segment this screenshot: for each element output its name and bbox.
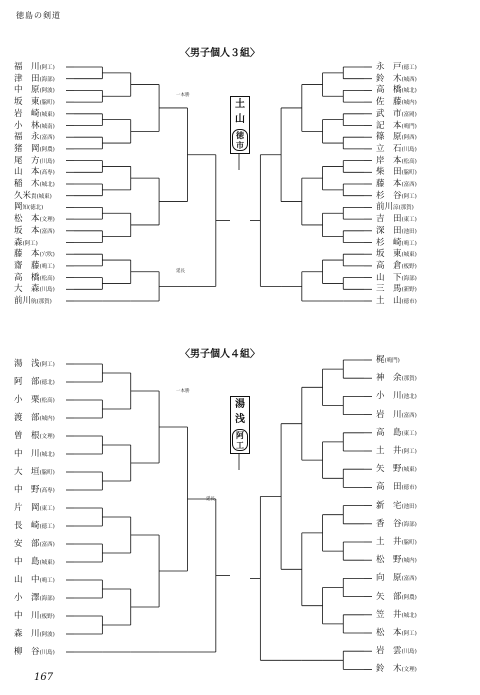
participant-r-6 <box>376 464 417 475</box>
participant-l-4 <box>14 431 55 442</box>
participant-l-12 <box>14 202 43 213</box>
participant-l-15 <box>14 629 55 640</box>
participant-l-17 <box>14 261 55 272</box>
participant-name: 岩 川 <box>376 409 402 420</box>
participant-school: (城北) <box>401 88 417 95</box>
participant-r-16 <box>376 646 417 657</box>
participant-school: (城南) <box>39 123 55 130</box>
participant-name: 中 原 <box>14 85 40 96</box>
participant-r-11 <box>376 191 417 202</box>
section3-champion-char1: 土 <box>235 99 245 110</box>
participant-name: 坂 本 <box>14 225 40 236</box>
participant-name: 三 馬 <box>376 284 402 295</box>
participant-school: (海部) <box>401 275 417 282</box>
participant-r-13 <box>376 214 417 225</box>
section4-champion-char1: 湯 <box>235 399 245 410</box>
section3-champion-box <box>230 96 250 154</box>
participant-name: 岸 本 <box>376 155 402 166</box>
participant-l-3 <box>14 413 55 424</box>
participant-name: 前川 <box>376 202 394 213</box>
ippon-note-4: 一本勝 <box>176 389 190 394</box>
participant-school: (城内) <box>401 558 417 565</box>
participant-school: (川島) <box>39 287 55 294</box>
participant-name: 齋 藤 <box>14 260 40 271</box>
participant-school: 貴(城東) <box>31 193 52 200</box>
participant-name: 山 本 <box>14 167 40 178</box>
participant-r-8 <box>376 501 417 512</box>
participant-school: 知(徳北) <box>22 205 44 212</box>
participant-r-17 <box>376 261 417 272</box>
participant-l-14 <box>14 611 55 622</box>
extension-note-3: 延長 <box>176 269 185 274</box>
participant-l-2 <box>14 395 55 406</box>
participant-school: (高専) <box>39 170 55 177</box>
participant-name: 中 川 <box>14 449 40 459</box>
participant-l-14 <box>14 226 55 237</box>
participant-school: (城内) <box>401 100 417 107</box>
participant-r-3 <box>376 410 417 421</box>
participant-name: 稲 木 <box>14 179 40 189</box>
extension-note-4: 延長 <box>206 497 215 502</box>
participant-name: 梶 <box>376 355 385 365</box>
participant-r-1 <box>376 74 417 85</box>
participant-name: 永 戸 <box>376 62 402 72</box>
participant-school: (文理) <box>39 217 55 224</box>
participant-r-15 <box>376 628 417 639</box>
participant-school: (川島) <box>39 650 55 656</box>
participant-name: 高 橋 <box>376 85 402 96</box>
participant-r-5 <box>376 446 417 457</box>
participant-name: 佐 藤 <box>376 97 402 108</box>
section4-champion-box <box>230 396 250 454</box>
participant-name: 記 本 <box>376 120 402 131</box>
participant-r-3 <box>376 97 417 108</box>
participant-r-16 <box>376 249 417 260</box>
participant-school: (海部) <box>39 596 55 602</box>
participant-school: (城北) <box>39 182 55 188</box>
participant-school: (板野) <box>401 263 417 270</box>
participant-school: (阿工) <box>401 449 417 455</box>
participant-name: 柴 田 <box>376 167 402 178</box>
participant-r-9 <box>376 519 417 530</box>
participant-school: (鳴工) <box>401 240 417 247</box>
participant-name: 松 本 <box>14 214 40 225</box>
participant-school: (富西) <box>401 182 417 188</box>
ippon-note-3: 一本勝 <box>176 93 190 98</box>
participant-l-13 <box>14 593 55 604</box>
participant-school: (池田) <box>401 228 417 235</box>
participant-name: 鈴 木 <box>376 73 402 84</box>
participant-name: 阿 部 <box>14 377 40 387</box>
page-number: 167 <box>34 672 54 683</box>
participant-name: 杉 崎 <box>376 237 402 248</box>
section3-title: 〈男子個人３組〉 <box>180 48 260 59</box>
participant-school: (徳市) <box>401 299 417 305</box>
participant-name: 柳 谷 <box>14 647 40 657</box>
participant-name: 笠 井 <box>376 609 402 620</box>
participant-r-5 <box>376 121 417 132</box>
participant-school: (川島) <box>39 158 55 165</box>
participant-name: 小 澤 <box>14 593 40 603</box>
participant-school: (鳴工) <box>39 578 55 584</box>
participant-r-6 <box>376 132 417 143</box>
participant-school: (徳市) <box>401 485 417 492</box>
participant-name: 武 市 <box>376 108 402 119</box>
participant-school: (鳴門) <box>384 358 400 364</box>
participant-school: (海部) <box>401 521 417 528</box>
participant-r-8 <box>376 156 417 167</box>
participant-school: (阿波) <box>39 632 55 638</box>
participant-name: 篠 原 <box>376 132 402 143</box>
participant-school: (川島) <box>401 649 417 656</box>
participant-name: 吉 田 <box>376 214 402 225</box>
participant-school: (富西) <box>39 135 55 142</box>
section4-champion-char2: 浅 <box>235 414 245 425</box>
participant-name: 尾 方 <box>14 155 40 166</box>
participant-l-0 <box>14 62 55 73</box>
participant-school: (城東) <box>39 560 55 566</box>
participant-name: 安 部 <box>14 539 40 549</box>
participant-name: 中 島 <box>14 557 40 567</box>
participant-l-10 <box>14 179 55 190</box>
section3-champion-school: 徳市 <box>232 129 248 151</box>
participant-r-1 <box>376 373 417 384</box>
participant-school: (徳工) <box>39 524 55 530</box>
participant-school: (東工) <box>401 217 417 224</box>
participant-school: (脇町) <box>401 170 417 177</box>
participant-l-5 <box>14 449 55 460</box>
participant-name: 中 野 <box>14 485 40 495</box>
section4-title: 〈男子個人４組〉 <box>180 349 260 360</box>
participant-school: (富西) <box>39 542 55 548</box>
participant-name: 山 中 <box>14 575 40 585</box>
participant-name: 高 倉 <box>376 260 402 271</box>
participant-name: 森 <box>14 237 23 248</box>
participant-school: (文理) <box>401 667 417 674</box>
participant-school: (阿工) <box>39 65 55 71</box>
participant-school: (川島) <box>401 146 417 153</box>
participant-name: 森 川 <box>14 629 40 639</box>
participant-name: 高 橋 <box>14 272 40 283</box>
participant-name: 立 石 <box>376 143 402 154</box>
participant-l-9 <box>14 521 55 532</box>
participant-r-13 <box>376 592 417 603</box>
participant-school: (松高) <box>39 275 55 282</box>
participant-name: 藤 本 <box>14 249 40 260</box>
participant-name: 藤 本 <box>376 179 402 189</box>
participant-r-4 <box>376 109 417 120</box>
participant-school: (新野) <box>401 287 417 294</box>
participant-school: (城東) <box>401 252 417 259</box>
participant-l-19 <box>14 284 55 295</box>
participant-name: 大 森 <box>14 284 40 295</box>
participant-school: (海部) <box>39 76 55 83</box>
participant-l-9 <box>14 167 55 178</box>
participant-r-19 <box>376 284 417 295</box>
participant-name: 坂 東 <box>376 249 402 260</box>
running-header: 徳島の剣道 <box>16 11 61 20</box>
participant-name: 小 栗 <box>14 395 40 405</box>
participant-r-11 <box>376 555 417 566</box>
participant-r-12 <box>376 573 417 584</box>
participant-name: 猪 岡 <box>14 143 40 154</box>
participant-name: 前川 <box>14 296 32 306</box>
participant-r-0 <box>376 355 400 366</box>
participant-school: (富岡) <box>401 111 417 118</box>
participant-r-14 <box>376 226 417 237</box>
participant-r-17 <box>376 664 417 675</box>
participant-name: 曽 根 <box>14 431 40 441</box>
participant-school: (城東) <box>401 467 417 474</box>
participant-school: (徳北) <box>39 380 55 386</box>
participant-name: 長 崎 <box>14 521 40 531</box>
participant-name: 杉 谷 <box>376 190 402 201</box>
participant-name: 渡 部 <box>14 413 40 423</box>
section4-champion-school: 阿工 <box>232 429 248 451</box>
participant-l-1 <box>14 377 55 388</box>
participant-l-20 <box>14 296 52 307</box>
participant-school: (東工) <box>39 506 55 512</box>
participant-r-7 <box>376 144 417 155</box>
participant-name: 津 田 <box>14 73 40 84</box>
section3-champion-char2: 山 <box>235 114 245 125</box>
participant-school: (城東) <box>39 111 55 118</box>
participant-name: 岡 <box>14 202 23 213</box>
participant-r-0 <box>376 62 417 73</box>
participant-l-11 <box>14 557 55 568</box>
participant-r-4 <box>376 428 417 439</box>
participant-l-7 <box>14 144 55 155</box>
participant-name: 大 垣 <box>14 467 40 477</box>
participant-l-1 <box>14 74 55 85</box>
participant-school: (鳴工) <box>39 263 55 270</box>
participant-school: (阿農) <box>401 594 417 601</box>
participant-school: (高専) <box>39 488 55 494</box>
participant-school: (池北) <box>401 394 417 401</box>
participant-l-8 <box>14 503 55 514</box>
participant-school: (東工) <box>401 430 417 437</box>
participant-name: 岩 崎 <box>14 108 40 119</box>
participant-l-6 <box>14 132 55 143</box>
participant-school: (阿工) <box>401 631 417 637</box>
participant-l-7 <box>14 485 55 496</box>
participant-name: 土 井 <box>376 537 402 547</box>
participant-school: (文理) <box>39 434 55 440</box>
participant-name: 新 宅 <box>376 500 402 511</box>
participant-name: 片 岡 <box>14 503 40 513</box>
participant-name: 福 川 <box>14 62 40 72</box>
participant-name: 鈴 木 <box>376 664 402 675</box>
participant-school: (鳴門) <box>401 123 417 130</box>
participant-school: (穴吹) <box>39 252 55 259</box>
participant-name: 小 林 <box>14 120 40 131</box>
participant-r-20 <box>376 296 417 307</box>
participant-name: 土 山 <box>376 296 402 306</box>
participant-l-6 <box>14 467 55 478</box>
participant-school: (城西) <box>401 76 417 83</box>
participant-name: 深 田 <box>376 225 402 236</box>
participant-l-18 <box>14 273 55 284</box>
participant-school: (富西) <box>401 576 417 583</box>
participant-l-15 <box>14 238 38 249</box>
participant-school: (脇町) <box>39 470 55 476</box>
participant-r-2 <box>376 85 417 96</box>
participant-l-5 <box>14 121 55 132</box>
participant-l-11 <box>14 191 52 202</box>
participant-school: (城内) <box>39 416 55 422</box>
participant-l-2 <box>14 85 55 96</box>
participant-school: (阿工) <box>22 240 38 247</box>
participant-school: 航(那賀) <box>31 299 52 305</box>
participant-name: 中 川 <box>14 611 40 621</box>
participant-name: 土 井 <box>376 446 402 456</box>
participant-r-18 <box>376 273 417 284</box>
participant-name: 坂 東 <box>14 97 40 108</box>
participant-name: 高 田 <box>376 482 402 493</box>
participant-school: (松高) <box>401 158 417 165</box>
participant-l-16 <box>14 249 55 260</box>
participant-l-4 <box>14 109 55 120</box>
participant-name: 岩 雲 <box>376 646 402 657</box>
participant-name: 矢 部 <box>376 591 402 602</box>
participant-name: 湯 浅 <box>14 359 40 369</box>
participant-name: 香 谷 <box>376 518 402 529</box>
participant-r-2 <box>376 391 417 402</box>
participant-school: (阿農) <box>39 146 55 153</box>
participant-school: (板野) <box>39 614 55 620</box>
participant-school: (松高) <box>39 398 55 404</box>
participant-school: (脇町) <box>401 540 417 546</box>
participant-name: 松 野 <box>376 555 402 566</box>
participant-r-9 <box>376 167 417 178</box>
participant-school: (阿工) <box>401 193 417 200</box>
participant-l-10 <box>14 539 55 550</box>
participant-l-8 <box>14 156 55 167</box>
participant-name: 久米 <box>14 190 32 201</box>
participant-school: (富西) <box>39 228 55 235</box>
participant-r-15 <box>376 238 417 249</box>
participant-school: (徳工) <box>401 65 417 71</box>
participant-school: (城北) <box>401 612 417 619</box>
participant-r-12 <box>376 202 414 213</box>
participant-r-14 <box>376 610 417 621</box>
participant-name: 向 原 <box>376 573 402 584</box>
participant-school: (那賀) <box>401 376 417 383</box>
participant-r-10 <box>376 537 417 548</box>
participant-l-0 <box>14 359 55 370</box>
participant-l-16 <box>14 647 55 658</box>
participant-l-12 <box>14 575 55 586</box>
participant-name: 松 本 <box>376 628 402 638</box>
participant-school: (阿工) <box>39 362 55 368</box>
participant-name: 高 島 <box>376 427 402 438</box>
participant-school: 涼(那賀) <box>393 205 414 212</box>
participant-name: 矢 野 <box>376 464 402 475</box>
participant-school: (阿波) <box>39 88 55 95</box>
participant-name: 小 川 <box>376 391 402 402</box>
participant-r-7 <box>376 482 417 493</box>
participant-name: 山 下 <box>376 272 402 283</box>
participant-school: (城北) <box>39 452 55 458</box>
participant-name: 神 余 <box>376 373 402 384</box>
participant-school: (阿西) <box>401 135 417 142</box>
participant-name: 福 永 <box>14 132 40 143</box>
participant-school: (池田) <box>401 503 417 510</box>
participant-school: (富西) <box>401 412 417 419</box>
participant-l-3 <box>14 97 55 108</box>
participant-school: (脇町) <box>39 100 55 107</box>
participant-l-13 <box>14 214 55 225</box>
participant-r-10 <box>376 179 417 190</box>
